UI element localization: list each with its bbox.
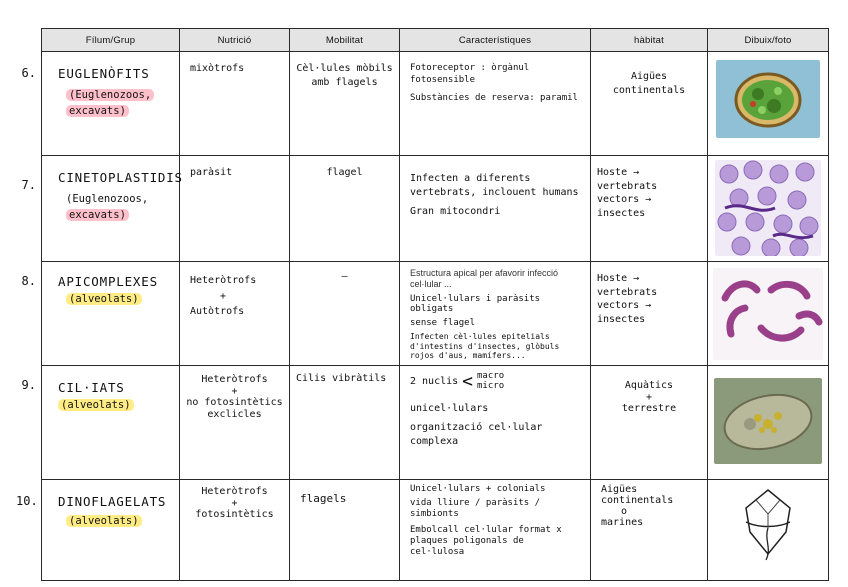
nutrition-cell [180, 52, 290, 156]
header-nutrition: Nutrició [180, 29, 290, 52]
mobility-text: Cèl·lules mòbils [296, 63, 393, 74]
ciliate-paramecium-photo-icon [714, 378, 822, 464]
feature-text: Embolcall cel·lular format x plaques poligonals de cel·lulosa [410, 525, 562, 557]
habitat-text: Hoste → vertebrats [597, 273, 658, 298]
group-classification [66, 513, 179, 529]
trypanosoma-blood-smear-icon [715, 160, 821, 256]
nutrition-cell [180, 262, 290, 366]
mobility-text: Cilis vibràtils [296, 373, 387, 384]
features-cell [400, 52, 591, 156]
row-number-10: 10. [16, 494, 38, 508]
feature-text: Fotoreceptor : òrgànul fotosensible [410, 63, 530, 86]
mobility-text: flagels [300, 492, 347, 505]
features-cell [400, 366, 591, 480]
table-row [42, 156, 829, 262]
group-classification [66, 291, 179, 307]
nutrition-text: Autòtrofs [190, 306, 245, 317]
mobility-text: amb flagels [311, 76, 378, 88]
mobility-text: flagel [326, 167, 363, 178]
header-mobility: Mobilitat [290, 29, 400, 52]
feature-text: Substàncies de reserva: paramil [410, 93, 578, 104]
habitat-text: Aigües [630, 71, 668, 82]
group-cell [42, 262, 180, 366]
group-name: APICOMPLEXES [58, 274, 158, 289]
nutrition-cell [180, 156, 290, 262]
feature-text: Infecten a diferents vertebrats, inclouent humans [410, 173, 579, 198]
nutrition-text: Heteròtrofs [201, 374, 268, 385]
euglena-photo-icon [716, 60, 820, 138]
feature-text: Gran mitocondri [410, 206, 501, 217]
nutrition-cell [180, 366, 290, 480]
image-cell [708, 52, 829, 156]
features-cell [400, 156, 591, 262]
features-cell [400, 480, 591, 581]
mobility-cell [290, 480, 400, 581]
feature-text: Unicel·lulars + colonials [410, 484, 546, 494]
classification-line-2: excavats) [66, 105, 129, 117]
nutrition-text: no fotosintètics [186, 397, 283, 408]
row-number-9: 9. [21, 378, 36, 392]
feature-text: organització cel·lular complexa [410, 422, 543, 447]
classification-line-2: excavats) [66, 209, 129, 221]
nuclei-option: macro [477, 371, 505, 381]
classification-line-1: (alveolats) [58, 399, 134, 411]
habitat-cell [591, 156, 708, 262]
header-features: Característiques [400, 29, 591, 52]
feature-text: Infecten cèl·lules epitelials d'intestins d'insectes, glòbuls rojos d'aus, mamífers... [410, 331, 560, 361]
group-cell [42, 366, 180, 480]
feature-text: sense flagel [410, 318, 476, 329]
habitat-text: + [645, 391, 653, 403]
nutrition-text: + [231, 497, 238, 509]
classification-line-1: (Euglenozoos, [66, 193, 149, 205]
classification-line-1: (Euglenozoos, [66, 89, 154, 101]
nuclei-group [410, 372, 582, 392]
table-row [42, 480, 829, 581]
group-name: EUGLENÒFITS [58, 66, 150, 81]
protists-table [41, 28, 829, 581]
mobility-cell [290, 156, 400, 262]
habitat-text: continentals [612, 84, 686, 96]
group-classification [66, 87, 179, 120]
features-cell [400, 262, 591, 366]
group-cell [42, 52, 180, 156]
habitat-cell [591, 480, 708, 581]
nutrition-text: Heteròtrofs [201, 486, 268, 497]
group-cell [42, 156, 183, 262]
mobility-cell [290, 262, 400, 366]
feature-text: vida lliure / paràsits / simbionts [410, 497, 541, 519]
habitat-text: terrestre [621, 403, 677, 414]
group-cell [42, 480, 180, 581]
image-cell [708, 366, 829, 480]
habitat-cell [591, 262, 708, 366]
nutrition-text: fotosintètics [195, 509, 274, 520]
mobility-cell [290, 52, 400, 156]
table-row [42, 262, 829, 366]
nuclei-label: 2 nuclis [410, 376, 459, 388]
less-than-brace-icon: < [462, 370, 474, 392]
dinoflagellate-drawing-icon [728, 484, 808, 564]
habitat-text: marines [601, 517, 644, 528]
feature-text: unicel·lulars [410, 402, 489, 414]
classification-line-1: (alveolats) [66, 515, 142, 527]
group-name: CIL·IATS [58, 380, 125, 395]
feature-text: Unicel·lulars i paràsits obligats [410, 293, 541, 315]
classification-line-1: (alveolats) [66, 293, 142, 305]
group-name: DINOFLAGELATS [58, 494, 167, 509]
header-row [42, 29, 829, 52]
nutrition-text: + [220, 290, 227, 302]
image-cell [708, 480, 829, 581]
nutrition-text: Heteròtrofs [190, 275, 257, 286]
habitat-text: o [621, 506, 628, 517]
habitat-text: Hoste → vertebrats [597, 167, 658, 192]
mobility-text: – [341, 271, 348, 282]
habitat-text: Aquàtics [624, 380, 674, 391]
habitat-cell [591, 52, 708, 156]
row-number-8: 8. [21, 274, 36, 288]
nutrition-cell [180, 480, 290, 581]
image-cell [708, 156, 829, 262]
group-classification [58, 397, 179, 413]
group-classification [66, 191, 179, 224]
header-habitat: hàbitat [591, 29, 708, 52]
habitat-text: vectors → insectes [597, 194, 652, 219]
nutrition-text: paràsit [190, 167, 233, 178]
table-row [42, 366, 829, 480]
row-number-6: 6. [21, 66, 36, 80]
nuclei-option: micro [477, 380, 505, 391]
group-name: CINETOPLASTIDIS [58, 170, 183, 185]
header-group: Fílum/Grup [42, 29, 180, 52]
mobility-cell [290, 366, 400, 480]
feature-text: Estructura apical per afavorir infecció cel·lular ... [410, 268, 559, 289]
table-row [42, 52, 829, 156]
nutrition-text: + [231, 385, 238, 397]
habitat-text: vectors → insectes [597, 300, 652, 325]
habitat-cell [591, 366, 708, 480]
nutrition-text: exclicles [207, 408, 262, 420]
header-image: Dibuix/foto [708, 29, 829, 52]
image-cell [708, 262, 829, 366]
habitat-text: Aigües continentals [601, 484, 674, 506]
row-number-7: 7. [21, 178, 36, 192]
nutrition-text: mixòtrofs [190, 63, 245, 74]
apicomplexa-sporozoites-icon [713, 268, 823, 360]
